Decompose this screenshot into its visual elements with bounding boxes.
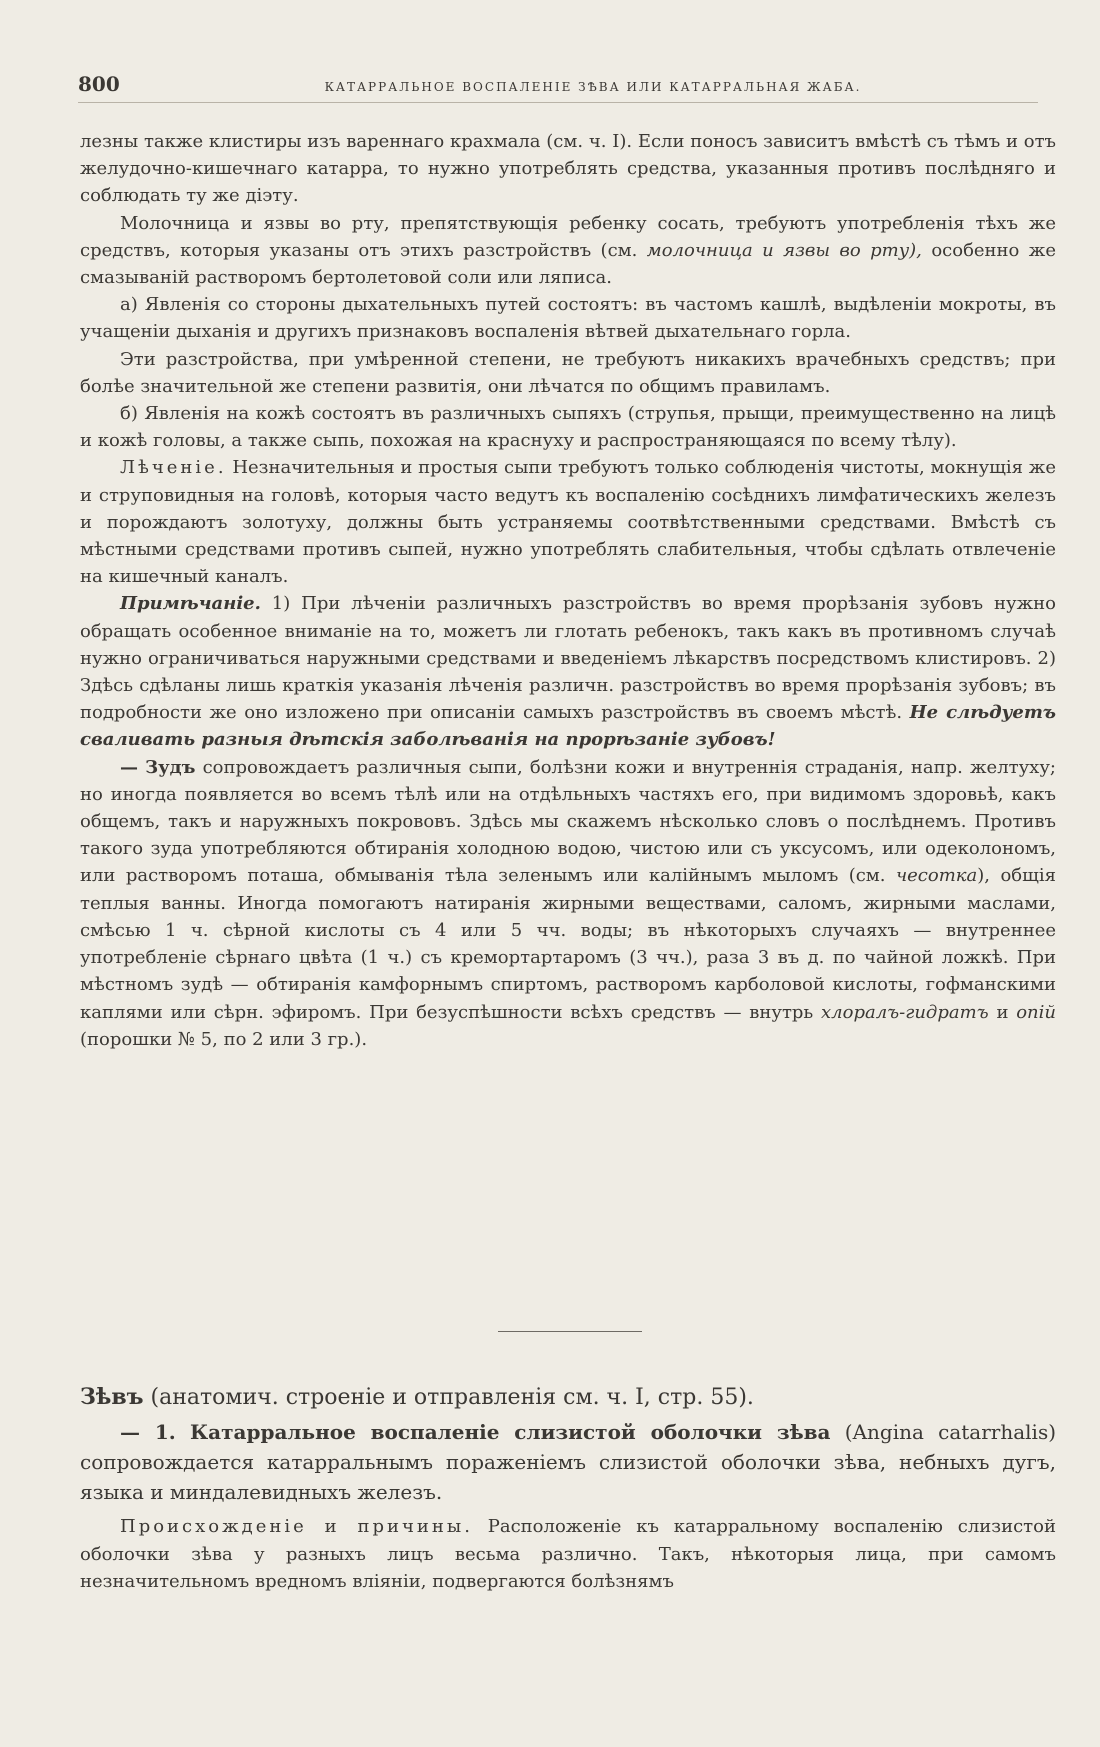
drug-name: опій	[1016, 1001, 1056, 1023]
cross-reference: чесотка	[895, 865, 978, 887]
main-text	[80, 128, 1056, 1053]
section-title: Зѣвъ (анатомич. строеніе и отправленія см. ч. I, стр. 55).	[80, 1384, 754, 1410]
running-title: КАТАРРАЛЬНОЕ ВОСПАЛЕНІЕ ЗѢВА ИЛИ КАТАРРАЛЬНАЯ ЖАБА.	[324, 80, 862, 94]
paragraph-enemas: лезны также клистиры изъ вареннаго крахмала (см. ч. I). Если поносъ зависитъ вмѣстѣ съ тѣмъ и отъ желудочно-кишечнаго катарра, то нужно употреблять средства, указанныя противъ послѣдняго и соблюдать ту же діэту.	[80, 131, 1056, 207]
note-label: Примѣчаніе.	[120, 593, 261, 615]
cross-reference: молочница и язвы во рту),	[646, 239, 922, 261]
subsection-catarrhal-angina: — 1. Катарральное воспаленіе слизистой оболочки зѣва (Angina catarrhalis) сопровождается катарральнымъ пораженіемъ слизистой оболочки зѣва, небныхъ дугъ, языка и миндалевидныхъ железъ.	[80, 1420, 1057, 1504]
pharynx-section	[80, 1378, 1056, 1596]
section-divider	[498, 1331, 642, 1332]
paragraph-origin: Происхожденіе и причины. Расположеніе къ катарральному воспаленію слизистой оболочки зѣва у разныхъ лицъ весьма различно. Такъ, нѣкоторыя лица, при самомъ незначительномъ вредномъ вліяніи, подвергаются болѣзнямъ	[80, 1516, 1056, 1592]
subsection-title: Катарральное воспаленіе слизистой оболочки зѣва	[189, 1420, 831, 1444]
paragraph-respiratory: а) Явленія со стороны дыхательныхъ путей состоятъ: въ частомъ кашлѣ, выдѣленіи мокроты, въ учащеніи дыханія и другихъ признаковъ воспаленія вѣтвей дыхательнаго горла.	[80, 294, 1056, 343]
origin-label: Происхожденіе и причины.	[120, 1516, 473, 1537]
treatment-label: Лѣченіе.	[120, 457, 227, 479]
note-warning: Не слѣдуетъ сваливать разныя дѣтскія заболѣванія на прорѣзаніе зубовъ!	[80, 702, 1056, 751]
itch-label: Зудъ	[145, 756, 196, 778]
paragraph-itch: — Зудъ сопровождаетъ различныя сыпи, болѣзни кожи и внутреннія страданія, напр. желтуху; но иногда появляется во всемъ тѣлѣ или на отдѣльныхъ частяхъ его, при видимомъ здоровьѣ, какъ общемъ, такъ и наружныхъ покрововъ. Здѣсь мы скажемъ нѣсколько словъ о послѣднемъ. Противъ такого зуда употребляются обтиранія холодною водою, чистою или съ уксусомъ, или одеколономъ, или растворомъ поташа, обмыванія тѣла зеленымъ или калійнымъ мыломъ (см. чесотка), общія теплыя ванны. Иногда помогаютъ натиранія жирными веществами, саломъ, жирными маслами, смѣсью 1 ч. сѣрной кислоты съ 4 или 5 чч. воды; въ нѣкоторыхъ случаяхъ — внутреннее употребленіе сѣрнаго цвѣта (1 ч.) съ кремортартаромъ (3 чч.), раза 3 въ д. по чайной ложкѣ. При мѣстномъ зудѣ — обтиранія камфорнымъ спиртомъ, растворомъ карболовой кислоты, гофманскими каплями или сѣрн. эфиромъ. При безуспѣшности всѣхъ средствъ — внутрь хлоралъ-гидратъ и опій (порошки № 5, по 2 или 3 гр.).	[80, 756, 1056, 1050]
paragraph-note: Примѣчаніе. 1) При лѣченіи различныхъ разстройствъ во время прорѣзанія зубовъ нужно обращать особенное вниманіе на то, можетъ ли глотать ребенокъ, такъ какъ въ противномъ случаѣ нужно ограничиваться наружными средствами и введеніемъ лѣкарствъ посредствомъ клистировъ. 2) Здѣсь сдѣланы лишь краткія указанія лѣченія различн. разстройствъ во время прорѣзанія зубовъ; въ подробности же оно изложено при описаніи самыхъ разстройствъ въ своемъ мѣстѣ. Не слѣдуетъ сваливать разныя дѣтскія заболѣванія на прорѣзаніе зубовъ!	[80, 593, 1056, 751]
paragraph-treatment: Лѣченіе. Незначительныя и простыя сыпи требуютъ только соблюденія чистоты, мокнущія же и струповидныя на головѣ, которыя часто ведутъ къ воспаленію сосѣднихъ лимфатическихъ железъ и порождаютъ золотуху, должны быть устраняемы соотвѣтственными средствами. Вмѣстѣ съ мѣстными средствами противъ сыпей, нужно употреблять слабительныя, чтобы сдѣлать отвлеченіе на кишечный каналъ.	[80, 457, 1056, 588]
paragraph-skin: б) Явленія на кожѣ состоятъ въ различныхъ сыпяхъ (струпья, прыщи, преимущественно на лицѣ и кожѣ головы, а также сыпь, похожая на краснуху и распространяющаяся по всему тѣлу).	[80, 403, 1056, 452]
paragraph-thrush: Молочница и язвы во рту, препятствующія ребенку сосать, требуютъ употребленія тѣхъ же средствъ, которыя указаны отъ этихъ разстройствъ (см. молочница и язвы во рту), особенно же смазываній растворомъ бертолетовой соли или ляписа.	[80, 212, 1056, 289]
page-number: 800	[78, 72, 120, 96]
page-header	[78, 72, 1038, 103]
drug-name: хлоралъ-гидратъ	[821, 1001, 989, 1023]
paragraph-respiratory-treatment: Эти разстройства, при умѣренной степени, не требуютъ никакихъ врачебныхъ средствъ; при болѣе значительной же степени развитія, они лѣчатся по общимъ правиламъ.	[80, 348, 1056, 397]
